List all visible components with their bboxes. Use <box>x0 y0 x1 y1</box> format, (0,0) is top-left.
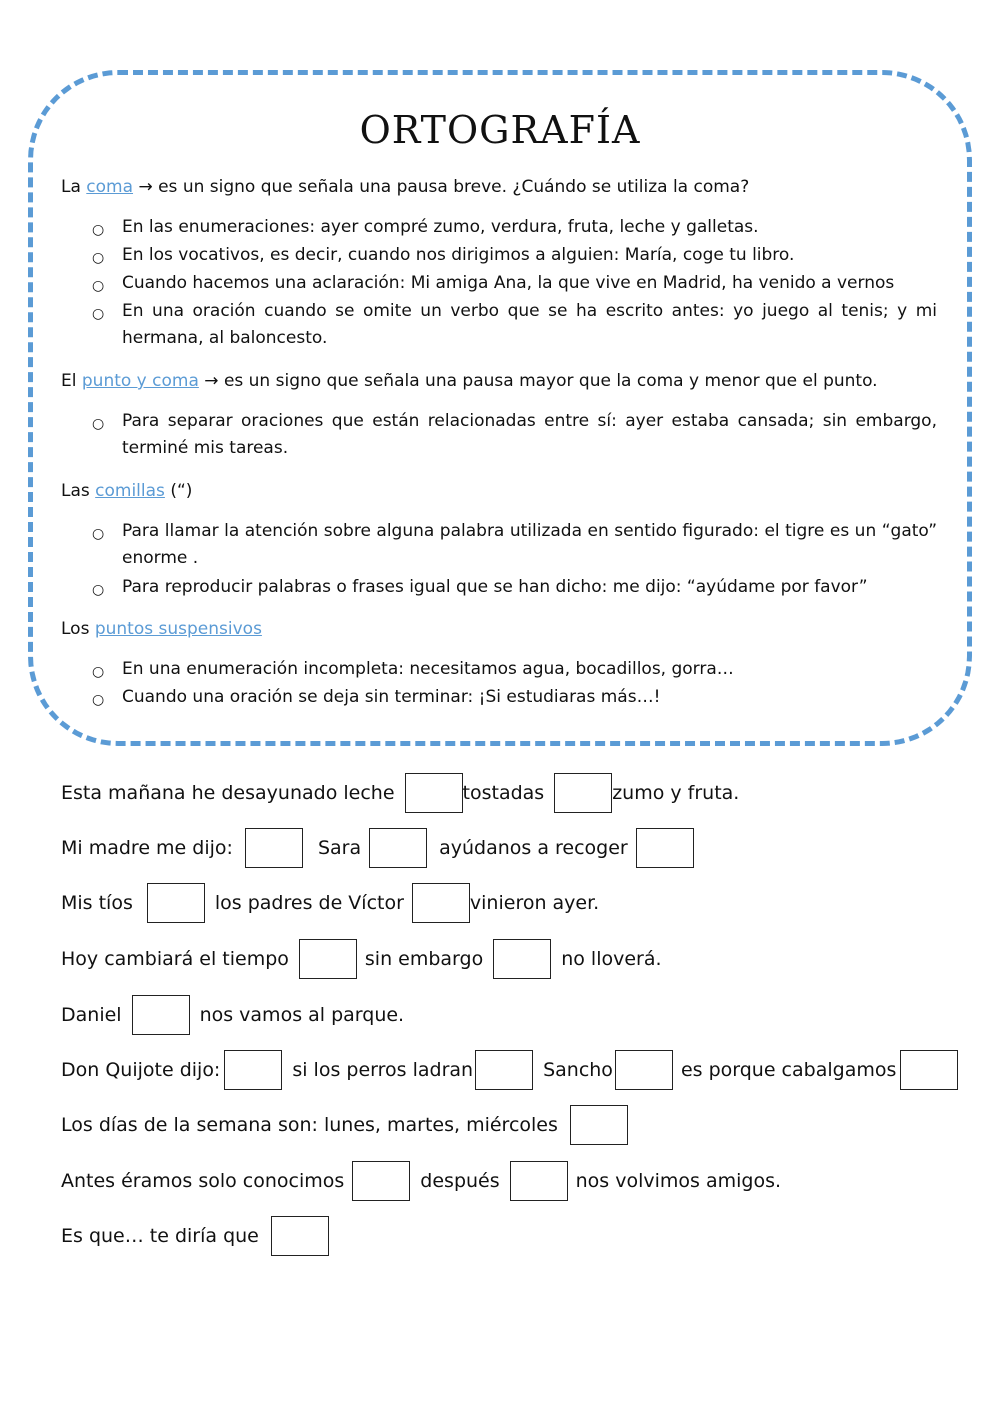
answer-box[interactable] <box>271 1216 329 1256</box>
answer-box[interactable] <box>493 939 551 979</box>
answer-box[interactable] <box>570 1105 628 1145</box>
bullet-icon: ○ <box>92 664 105 680</box>
list-item: En las enumeraciones: ayer compré zumo, verdura, fruta, leche y galletas. <box>122 217 759 237</box>
list-item: En una oración cuando se omite un verbo que se ha escrito antes: yo juego al tenis; y mi hermana, al baloncesto. <box>122 301 937 348</box>
bullet-icon: ○ <box>92 416 105 432</box>
exercise-sentence-3: Mis tíos los padres de Víctor vinieron ayer. <box>61 881 599 925</box>
exercise-sentence-2: Mi madre me dijo: Sara ayúdanos a recoger <box>61 826 694 870</box>
list-item: Para llamar la atención sobre alguna palabra utilizada en sentido figurado: el tigre es un “gato” enorme . <box>122 521 937 568</box>
answer-box[interactable] <box>245 828 303 868</box>
list-item: Cuando hacemos una aclaración: Mi amiga Ana, la que vive en Madrid, ha venido a vernos <box>122 273 895 293</box>
answer-box[interactable] <box>475 1050 533 1090</box>
exercise-sentence-7: Los días de la semana son: lunes, martes, miércoles <box>61 1103 628 1147</box>
arrow-icon: → <box>204 371 219 391</box>
answer-box[interactable] <box>615 1050 673 1090</box>
bullet-icon: ○ <box>92 306 105 322</box>
bullet-icon: ○ <box>92 278 105 294</box>
answer-box[interactable] <box>224 1050 282 1090</box>
bullet-icon: ○ <box>92 582 105 598</box>
section-puntos-suspensivos-intro: Los puntos suspensivos <box>61 619 262 639</box>
bullet-icon: ○ <box>92 526 105 542</box>
exercise-sentence-6: Don Quijote dijo: si los perros ladran Sancho es porque cabalgamos <box>61 1048 958 1092</box>
exercise-sentence-4: Hoy cambiará el tiempo sin embargo no lloverá. <box>61 937 662 981</box>
list-item: Cuando una oración se deja sin terminar: ¡Si estudiaras más…! <box>122 687 661 707</box>
page-title: ORTOGRAFÍA <box>359 108 641 152</box>
answer-box[interactable] <box>405 773 463 813</box>
answer-box[interactable] <box>147 883 205 923</box>
answer-box[interactable] <box>554 773 612 813</box>
keyword-comillas: comillas <box>95 481 165 501</box>
section-comillas-intro: Las comillas (“) <box>61 481 193 501</box>
answer-box[interactable] <box>352 1161 410 1201</box>
exercise-sentence-5: Daniel nos vamos al parque. <box>61 993 404 1037</box>
exercise-sentence-8: Antes éramos solo conocimos después nos volvimos amigos. <box>61 1159 781 1203</box>
answer-box[interactable] <box>299 939 357 979</box>
list-item: En los vocativos, es decir, cuando nos dirigimos a alguien: María, coge tu libro. <box>122 245 795 265</box>
list-item: Para reproducir palabras o frases igual que se han dicho: me dijo: “ayúdame por favor” <box>122 577 868 597</box>
section-coma-intro: La coma → es un signo que señala una pausa breve. ¿Cuándo se utiliza la coma? <box>61 177 750 197</box>
arrow-icon: → <box>138 177 153 197</box>
list-item: Para separar oraciones que están relacionadas entre sí: ayer estaba cansada; sin embargo, terminé mis tareas. <box>122 411 937 458</box>
section-punto-y-coma-intro: El punto y coma → es un signo que señala una pausa mayor que la coma y menor que el punto. <box>61 371 878 391</box>
answer-box[interactable] <box>636 828 694 868</box>
exercise-sentence-9: Es que… te diría que <box>61 1214 329 1258</box>
keyword-coma: coma <box>86 177 134 197</box>
answer-box[interactable] <box>132 995 190 1035</box>
bullet-icon: ○ <box>92 250 105 266</box>
exercise-sentence-1: Esta mañana he desayunado leche tostadas zumo y fruta. <box>61 771 739 815</box>
keyword-punto-y-coma: punto y coma <box>81 371 199 391</box>
bullet-icon: ○ <box>92 222 105 238</box>
keyword-puntos-suspensivos: puntos suspensivos <box>94 619 262 639</box>
answer-box[interactable] <box>412 883 470 923</box>
answer-box[interactable] <box>900 1050 958 1090</box>
answer-box[interactable] <box>369 828 427 868</box>
answer-box[interactable] <box>510 1161 568 1201</box>
bullet-icon: ○ <box>92 692 105 708</box>
list-item: En una enumeración incompleta: necesitamos agua, bocadillos, gorra… <box>122 659 734 679</box>
